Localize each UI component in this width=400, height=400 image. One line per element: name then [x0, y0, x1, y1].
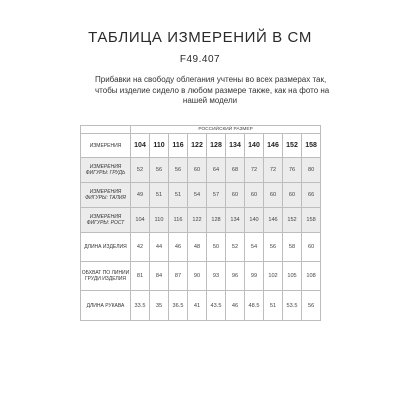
table-cell: 99	[245, 262, 264, 291]
table-cell: 42	[131, 233, 150, 262]
table-cell: 64	[207, 158, 226, 183]
table-cell: 56	[302, 291, 321, 321]
table-cell: 54	[188, 183, 207, 208]
size-header-cell: 146	[264, 134, 283, 158]
row-label: ДЛИНА ИЗДЕЛИЯ	[81, 233, 131, 262]
table-cell: 60	[264, 183, 283, 208]
row-label: ИЗМЕРЕНИЯ ФИГУРЫ: ГРУДЬ	[81, 158, 131, 183]
fit-note-line: чтобы изделие сидело в любом размере также, как на фото на	[95, 85, 330, 95]
size-header-cell: 122	[188, 134, 207, 158]
russian-size-header: РОССИЙСКИЙ РАЗМЕР	[131, 126, 321, 134]
table-cell: 96	[226, 262, 245, 291]
table-cell: 52	[131, 158, 150, 183]
row-label: ИЗМЕРЕНИЯ ФИГУРЫ: РОСТ	[81, 208, 131, 233]
table-row	[81, 208, 321, 233]
table-cell: 104	[131, 208, 150, 233]
table-cell: 33.5	[131, 291, 150, 321]
size-chart-table	[80, 125, 321, 321]
table-row	[81, 183, 321, 208]
table-cell: 105	[283, 262, 302, 291]
table-cell: 56	[150, 158, 169, 183]
table-cell: 54	[245, 233, 264, 262]
table-cell: 60	[302, 233, 321, 262]
table-cell: 57	[207, 183, 226, 208]
size-header-cell: 134	[226, 134, 245, 158]
table-cell: 60	[188, 158, 207, 183]
table-cell: 51	[264, 291, 283, 321]
corner-cell	[81, 126, 131, 134]
table-cell: 128	[207, 208, 226, 233]
table-cell: 60	[226, 183, 245, 208]
table-row	[81, 262, 321, 291]
table-cell: 116	[169, 208, 188, 233]
table-row	[81, 233, 321, 262]
table-cell: 41	[188, 291, 207, 321]
size-header-cell: 152	[283, 134, 302, 158]
table-cell: 72	[245, 158, 264, 183]
table-cell: 140	[245, 208, 264, 233]
table-cell: 146	[264, 208, 283, 233]
table-cell: 152	[283, 208, 302, 233]
table-cell: 76	[283, 158, 302, 183]
table-cell: 72	[264, 158, 283, 183]
size-header-cell: 140	[245, 134, 264, 158]
table-cell: 58	[283, 233, 302, 262]
table-cell: 35	[150, 291, 169, 321]
table-cell: 43.5	[207, 291, 226, 321]
row-label: ОБХВАТ ПО ЛИНИИ ГРУДИ ИЗДЕЛИЯ	[81, 262, 131, 291]
table-row	[81, 291, 321, 321]
table-cell: 48	[188, 233, 207, 262]
table-cell: 44	[150, 233, 169, 262]
table-cell: 56	[169, 158, 188, 183]
table-cell: 49	[131, 183, 150, 208]
table-cell: 53.5	[283, 291, 302, 321]
fit-note	[95, 75, 330, 107]
table-cell: 36.5	[169, 291, 188, 321]
table-cell: 60	[283, 183, 302, 208]
article-number: F49.407	[179, 54, 221, 65]
table-cell: 50	[207, 233, 226, 262]
table-cell: 93	[207, 262, 226, 291]
table-cell: 102	[264, 262, 283, 291]
table-cell: 46	[169, 233, 188, 262]
fit-note-line: нашей модели	[182, 96, 238, 105]
table-cell: 51	[169, 183, 188, 208]
table-cell: 68	[226, 158, 245, 183]
table-cell: 122	[188, 208, 207, 233]
size-header-cell: 128	[207, 134, 226, 158]
size-header-cell: 104	[131, 134, 150, 158]
table-header-row	[81, 126, 321, 134]
table-cell: 90	[188, 262, 207, 291]
table-cell: 81	[131, 262, 150, 291]
table-cell: 80	[302, 158, 321, 183]
sizes-row	[81, 134, 321, 158]
table-cell: 52	[226, 233, 245, 262]
measurements-header: ИЗМЕРЕНИЯ	[81, 134, 131, 158]
fit-note-line: Прибавки на свободу облегания учтены во всех размерах так,	[95, 75, 327, 84]
table-cell: 134	[226, 208, 245, 233]
table-cell: 158	[302, 208, 321, 233]
row-label: ИЗМЕРЕНИЯ ФИГУРЫ: ТАЛИЯ	[81, 183, 131, 208]
page-title: ТАБЛИЦА ИЗМЕРЕНИЙ В СМ	[88, 29, 312, 46]
row-label: ДЛИНА РУКАВА	[81, 291, 131, 321]
size-header-cell: 158	[302, 134, 321, 158]
table-cell: 84	[150, 262, 169, 291]
size-header-cell: 110	[150, 134, 169, 158]
table-cell: 46	[226, 291, 245, 321]
table-cell: 110	[150, 208, 169, 233]
table-cell: 60	[245, 183, 264, 208]
table-cell: 48.5	[245, 291, 264, 321]
table-cell: 56	[264, 233, 283, 262]
table-row	[81, 158, 321, 183]
size-header-cell: 116	[169, 134, 188, 158]
table-cell: 51	[150, 183, 169, 208]
table-cell: 108	[302, 262, 321, 291]
table-cell: 66	[302, 183, 321, 208]
table-cell: 87	[169, 262, 188, 291]
